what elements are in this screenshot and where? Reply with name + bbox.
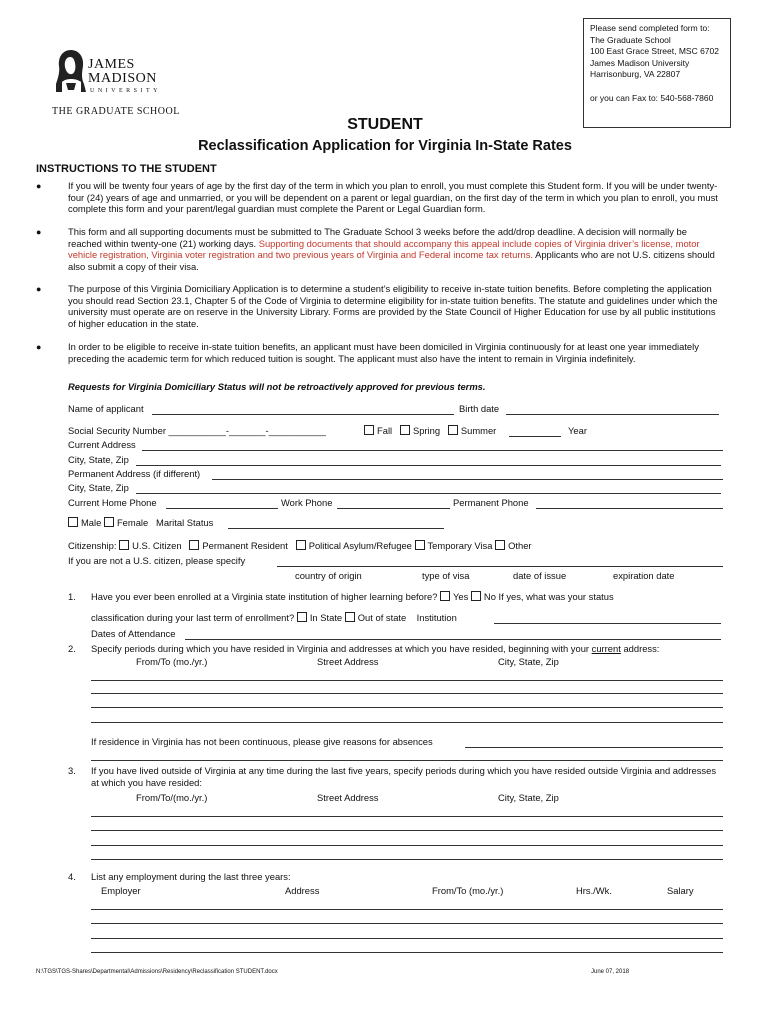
outside-residence-line[interactable] <box>91 830 723 831</box>
residence-line[interactable] <box>91 722 723 723</box>
current-address-label: Current Address <box>68 439 136 450</box>
city-state-zip-label: City, State, Zip <box>68 482 129 493</box>
home-phone-label: Current Home Phone <box>68 497 157 508</box>
no-checkbox[interactable] <box>471 591 481 601</box>
instruction-paragraph <box>68 226 723 272</box>
type-of-visa-label: type of visa <box>422 570 470 581</box>
name-field[interactable] <box>152 414 454 415</box>
permanent-resident-checkbox[interactable] <box>189 540 199 550</box>
city-state-zip-label: City, State, Zip <box>68 454 129 465</box>
address-line: Harrisonburg, VA 22807 <box>590 69 681 79</box>
footer-date: June 07, 2018 <box>591 969 630 975</box>
address-header: Address <box>285 885 320 896</box>
expiration-date-label: expiration date <box>613 570 675 581</box>
country-of-origin-label: country of origin <box>295 570 362 581</box>
work-phone-label: Work Phone <box>281 497 333 508</box>
employment-line[interactable] <box>91 923 723 924</box>
in-state-checkbox[interactable] <box>297 612 307 622</box>
yes-label: Yes <box>453 591 469 602</box>
address-line: 100 East Grace Street, MSC 6702 <box>590 46 719 56</box>
year-label: Year <box>568 425 587 436</box>
absence-reason-label: If residence in Virginia has not been continuous, please give reasons for absences <box>91 736 433 747</box>
name-label: Name of applicant <box>68 403 144 414</box>
permanent-address-label: Permanent Address (if different) <box>68 468 201 479</box>
female-label: Female <box>116 517 149 528</box>
city-state-zip-field[interactable] <box>136 493 721 494</box>
university-logo <box>52 48 180 118</box>
absence-reason-line[interactable] <box>91 760 723 761</box>
birth-date-field[interactable] <box>506 414 719 415</box>
fall-label: Fall <box>377 425 393 436</box>
no-label: No If yes, what was your status <box>483 591 614 602</box>
asylum-checkbox[interactable] <box>296 540 306 550</box>
temporary-visa-label: Temporary Visa <box>427 540 493 551</box>
in-state-label: In State <box>309 612 343 623</box>
male-checkbox[interactable] <box>68 517 78 527</box>
temporary-visa-checkbox[interactable] <box>415 540 425 550</box>
address-line: James Madison University <box>590 57 690 68</box>
spring-label: Spring <box>412 425 441 436</box>
home-phone-field[interactable] <box>166 508 278 509</box>
permanent-resident-label: Permanent Resident <box>202 540 288 551</box>
employment-line[interactable] <box>91 952 723 953</box>
street-address-header: Street Address <box>317 792 379 803</box>
outside-residence-line[interactable] <box>91 859 723 860</box>
residence-line[interactable] <box>91 680 723 681</box>
instructions-heading: INSTRUCTIONS TO THE STUDENT <box>36 163 217 175</box>
male-label: Male <box>81 517 102 528</box>
question-number: 1. <box>68 591 76 602</box>
question-number: 2. <box>68 643 76 654</box>
employment-line[interactable] <box>91 938 723 939</box>
permanent-phone-label: Permanent Phone <box>453 497 529 508</box>
city-state-zip-field[interactable] <box>136 465 721 466</box>
out-of-state-label: Out of state <box>357 612 407 623</box>
madison-portrait-icon <box>54 48 88 94</box>
permanent-address-field[interactable] <box>212 479 723 480</box>
instruction-text: Applicants who are not U.S. citizens should also submit a copy of their visa. <box>68 249 715 272</box>
us-citizen-checkbox[interactable] <box>119 540 129 550</box>
date-of-issue-label: date of issue <box>513 570 567 581</box>
other-label: Other <box>508 540 532 551</box>
out-of-state-checkbox[interactable] <box>345 612 355 622</box>
ssn-field[interactable]: Social Security Number ___________-_______-___________ <box>68 425 327 436</box>
question-4-text: List any employment during the last three years: <box>91 871 291 882</box>
institution-label: Institution <box>416 612 457 623</box>
employment-line[interactable] <box>91 909 723 910</box>
question-1 <box>91 591 614 602</box>
fax-line: or you can Fax to: 540-568-7860 <box>590 92 714 103</box>
birth-date-label: Birth date <box>459 403 500 414</box>
question-number: 4. <box>68 871 76 882</box>
citizenship-label: Citizenship: <box>68 540 117 551</box>
from-to-header: From/To (mo./yr.) <box>136 656 208 667</box>
question-2-text <box>91 643 659 654</box>
summer-label: Summer <box>460 425 497 436</box>
work-phone-field[interactable] <box>337 508 450 509</box>
female-checkbox[interactable] <box>104 517 114 527</box>
outside-residence-line[interactable] <box>91 845 723 846</box>
bullet-icon: ● <box>36 342 42 352</box>
supporting-documents-text: Supporting documents that should accompany this appeal include copies of Virginia driver’s license, motor vehicle registration, Virginia voter registration and two previous years of Virginia and Federal income tax returns. <box>68 237 700 261</box>
question-2-text-end: address: <box>620 643 660 654</box>
bullet-icon: ● <box>36 181 42 191</box>
absence-reason-field[interactable] <box>465 747 723 748</box>
bullet-icon: ● <box>36 284 42 294</box>
institution-field[interactable] <box>494 623 721 624</box>
outside-residence-line[interactable] <box>91 816 723 817</box>
street-address-header: Street Address <box>317 656 379 667</box>
hours-per-week-header: Hrs./Wk. <box>576 885 612 896</box>
spring-checkbox[interactable] <box>400 425 410 435</box>
retroactive-note: Requests for Virginia Domiciliary Status will not be retroactively approved for previous terms. <box>68 381 486 392</box>
citizenship-options <box>68 540 532 551</box>
fall-checkbox[interactable] <box>364 425 374 435</box>
question-number: 3. <box>68 765 76 776</box>
mailing-address-box <box>583 18 731 128</box>
classification-text: classification during your last term of enrollment? <box>91 612 295 623</box>
current-word: current <box>591 643 621 654</box>
dates-of-attendance-field[interactable] <box>185 639 721 640</box>
non-citizen-label: If you are not a U.S. citizen, please specify <box>68 555 246 566</box>
logo-university: UNIVERSITY <box>90 88 161 94</box>
residence-line[interactable] <box>91 693 723 694</box>
marital-status-field[interactable] <box>228 528 444 529</box>
instruction-paragraph: In order to be eligible to receive in-state tuition benefits, an applicant must have been domiciled in Virginia continuously for at least one year immediately preceding the academic term for which reduced tuition is sought. The applicant must also have the intent to remain in Virginia indefinitely. <box>68 341 699 364</box>
dates-of-attendance-label: Dates of Attendance <box>91 628 176 639</box>
form-title: STUDENT <box>347 116 423 133</box>
instruction-paragraph: The purpose of this Virginia Domiciliary Application is to determine a student’s eligibility to receive in-state tuition benefits. Before completing the application you should read Section 23.1, Chapter 5 of the Code of Virginia to determine eligibility for in-state tuition benefits. The statute and guidelines under which the university must operate are on reserve in the University Library. Forms are provided by the State Council of Higher Education for use by all public institutions of higher education in the state. <box>68 283 718 329</box>
form-subtitle: Reclassification Application for Virginia In-State Rates <box>198 138 572 154</box>
year-field[interactable] <box>509 436 561 437</box>
marital-status-label: Marital Status <box>156 517 214 528</box>
other-checkbox[interactable] <box>495 540 505 550</box>
current-address-field[interactable] <box>142 450 723 451</box>
from-to-header: From/To (mo./yr.) <box>432 885 504 896</box>
graduate-school-label: THE GRADUATE SCHOOL <box>52 106 180 117</box>
summer-checkbox[interactable] <box>448 425 458 435</box>
term-options <box>364 425 496 436</box>
question-1-text: Have you ever been enrolled at a Virginia state institution of higher learning before? <box>91 591 438 602</box>
instruction-text: This form and all supporting documents must be submitted to The Graduate School 3 weeks before the add/drop deadline. A decision will normally be reached within twenty-one (21) working days. <box>68 226 687 249</box>
bullet-icon: ● <box>36 227 42 237</box>
salary-header: Salary <box>667 885 694 896</box>
question-1-classification <box>91 612 457 623</box>
employer-header: Employer <box>101 885 141 896</box>
question-2-text-start: Specify periods during which you have resided in Virginia and addresses at which you have resided, beginning with your <box>91 643 592 654</box>
from-to-header: From/To/(mo./yr.) <box>136 792 208 803</box>
city-state-zip-header: City, State, Zip <box>498 656 559 667</box>
non-citizen-field[interactable] <box>277 566 723 567</box>
footer-path: N:\TGS\TGS-Shares\Departmental\Admissions\Residency\Reclassification STUDENT.docx <box>36 969 278 975</box>
yes-checkbox[interactable] <box>440 591 450 601</box>
permanent-phone-field[interactable] <box>536 508 723 509</box>
residence-line[interactable] <box>91 707 723 708</box>
instruction-paragraph: If you will be twenty four years of age by the first day of the term in which you plan to enroll, you must complete this Student form. If you will be under twenty-four (24) years of age and unmarried, or you will be dependent on a parent or legal guardian, on the first day of the term in which you plan to enroll, you must complete this form and your parent/legal guardian must complete the Parent or Legal Guardian form. <box>68 180 718 215</box>
city-state-zip-header: City, State, Zip <box>498 792 559 803</box>
logo-text: JAMES MADISON <box>88 57 157 86</box>
gender-options <box>68 517 213 528</box>
us-citizen-label: U.S. Citizen <box>132 540 182 551</box>
question-3-text: If you have lived outside of Virginia at any time during the last five years, specify periods during which you have resided outside Virginia and addresses at which you have resided: <box>91 765 717 788</box>
address-line: Please send completed form to: <box>590 23 710 33</box>
asylum-label: Political Asylum/Refugee <box>308 540 412 551</box>
address-line: The Graduate School <box>590 34 671 45</box>
